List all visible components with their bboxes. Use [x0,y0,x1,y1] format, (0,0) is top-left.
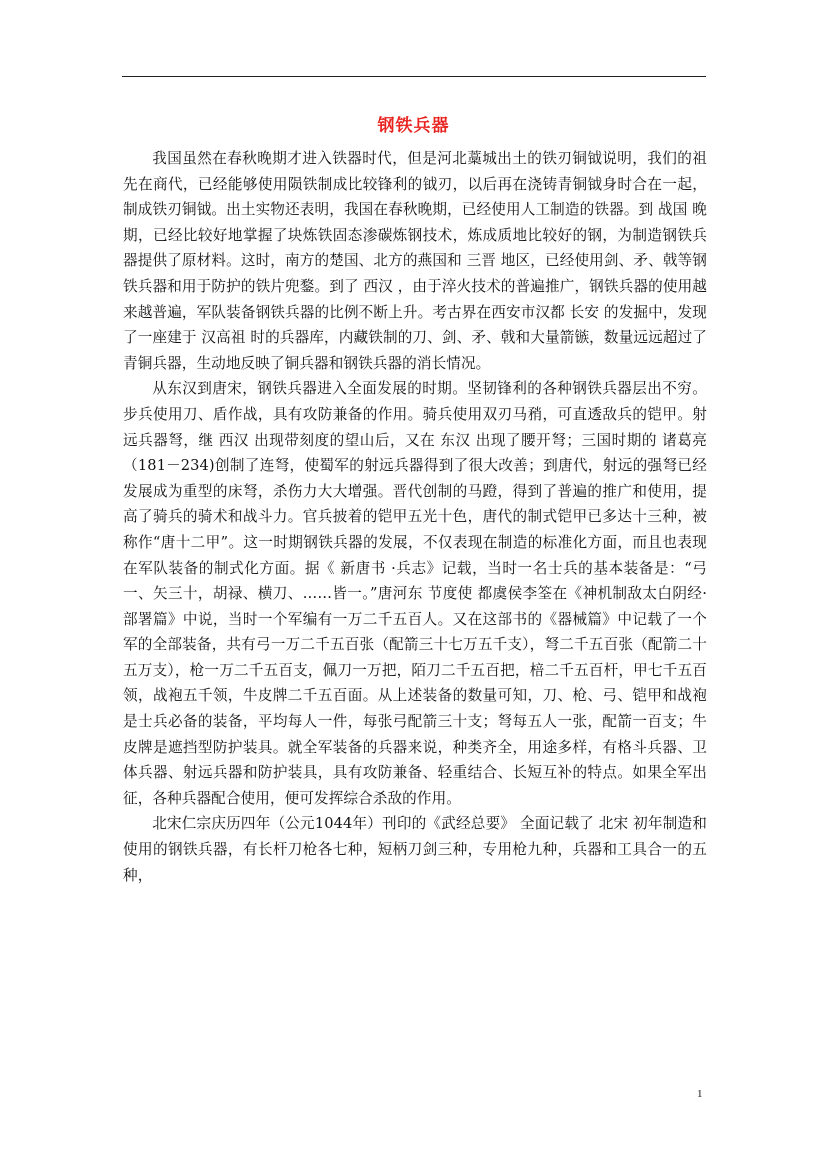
page-number: 1 [697,1088,703,1100]
body-text [123,146,707,888]
header-rule [122,76,706,77]
paragraph-3: 北宋仁宗庆历四年（公元1044年）刊印的《武经总要》 全面记载了 北宋 初年制造和使用的钢铁兵器，有长杆刀枪各七种，短柄刀剑三种，专用枪九种，兵器和工具合一的五种， [123,815,707,884]
paragraph-1: 我国虽然在春秋晚期才进入铁器时代，但是河北藁城出土的铁刃铜钺说明，我们的祖先在商代，已经能够使用陨铁制成比较锋利的钺刃，以后再在浇铸青铜钺身时合在一起，制成铁刃铜钺。出土实物还表明，我国在春秋晚期，已经使用人工制造的铁器。到 战国 晚期，已经比较好地掌握了块炼铁固态渗碳炼钢技术，炼成质地比较好的钢，为制造钢铁兵器提供了原材料。这时，南方的楚国、北方的燕国和 三晋 地区，已经使用剑、矛、戟等钢铁兵器和用于防护的铁片兜鍪。到了 西汉 ，由于淬火技术的普遍推广，钢铁兵器的使用越来越普遍，军队装备钢铁兵器的比例不断上升。考古界在西安市汉都 长安 的发掘中，发现了一座建于 汉高祖 时的兵器库，内藏铁制的刀、剑、矛、戟和大量箭镞，数量远远超过了青铜兵器，生动地反映了铜兵器和钢铁兵器的消长情况。 [123,150,707,372]
page-title: 钢铁兵器 [377,116,450,136]
paragraph-2: 从东汉到唐宋，钢铁兵器进入全面发展的时期。坚韧锋利的各种钢铁兵器层出不穷。步兵使用刀、盾作战，具有攻防兼备的作用。骑兵使用双刃马矟，可直透敌兵的铠甲。射远兵器弩，继 西汉 出现带刻度的望山后，又在 东汉 出现了腰开弩；三国时期的 诸葛亮（181－234)创制了连弩，使蜀军的射远兵器得到了很大改善；到唐代，射远的强弩已经发展成为重型的床弩，杀伤力大大增强。晋代创制的马蹬，得到了普遍的推广和使用，提高了骑兵的骑术和战斗力。官兵披着的铠甲五光十色，唐代的制式铠甲已多达十三种，被称作“唐十二甲”。这一时期钢铁兵器的发展，不仅表现在制造的标准化方面，而且也表现在军队装备的制式化方面。据《 新唐书 ·兵志》记载，当时一名士兵的基本装备是：“弓一、矢三十，胡禄、横刀、……皆一。”唐河东 节度使 都虞侯李筌在《神机制敌太白阴经·部署篇》中说，当时一个军编有一万二千五百人。又在这部书的《器械篇》中记载了一个军的全部装备，共有弓一万二千五百张（配箭三十七万五千支），弩二千五百张（配箭二十五万支），枪一万二千五百支，佩刀一万把，陌刀二千五百把，棓二千五百杆，甲七千五百领，战袍五千领，牛皮牌二千五百面。从上述装备的数量可知，刀、枪、弓、铠甲和战袍是士兵必备的装备，平均每人一件，每张弓配箭三十支；弩每五人一张，配箭一百支；牛皮牌是遮挡型防护装具。就全军装备的兵器来说，种类齐全，用途多样，有格斗兵器、卫体兵器、射远兵器和防护装具，具有攻防兼备、轻重结合、长短互补的特点。如果全军出征，各种兵器配合使用，便可发挥综合杀敌的作用。 [123,380,707,807]
